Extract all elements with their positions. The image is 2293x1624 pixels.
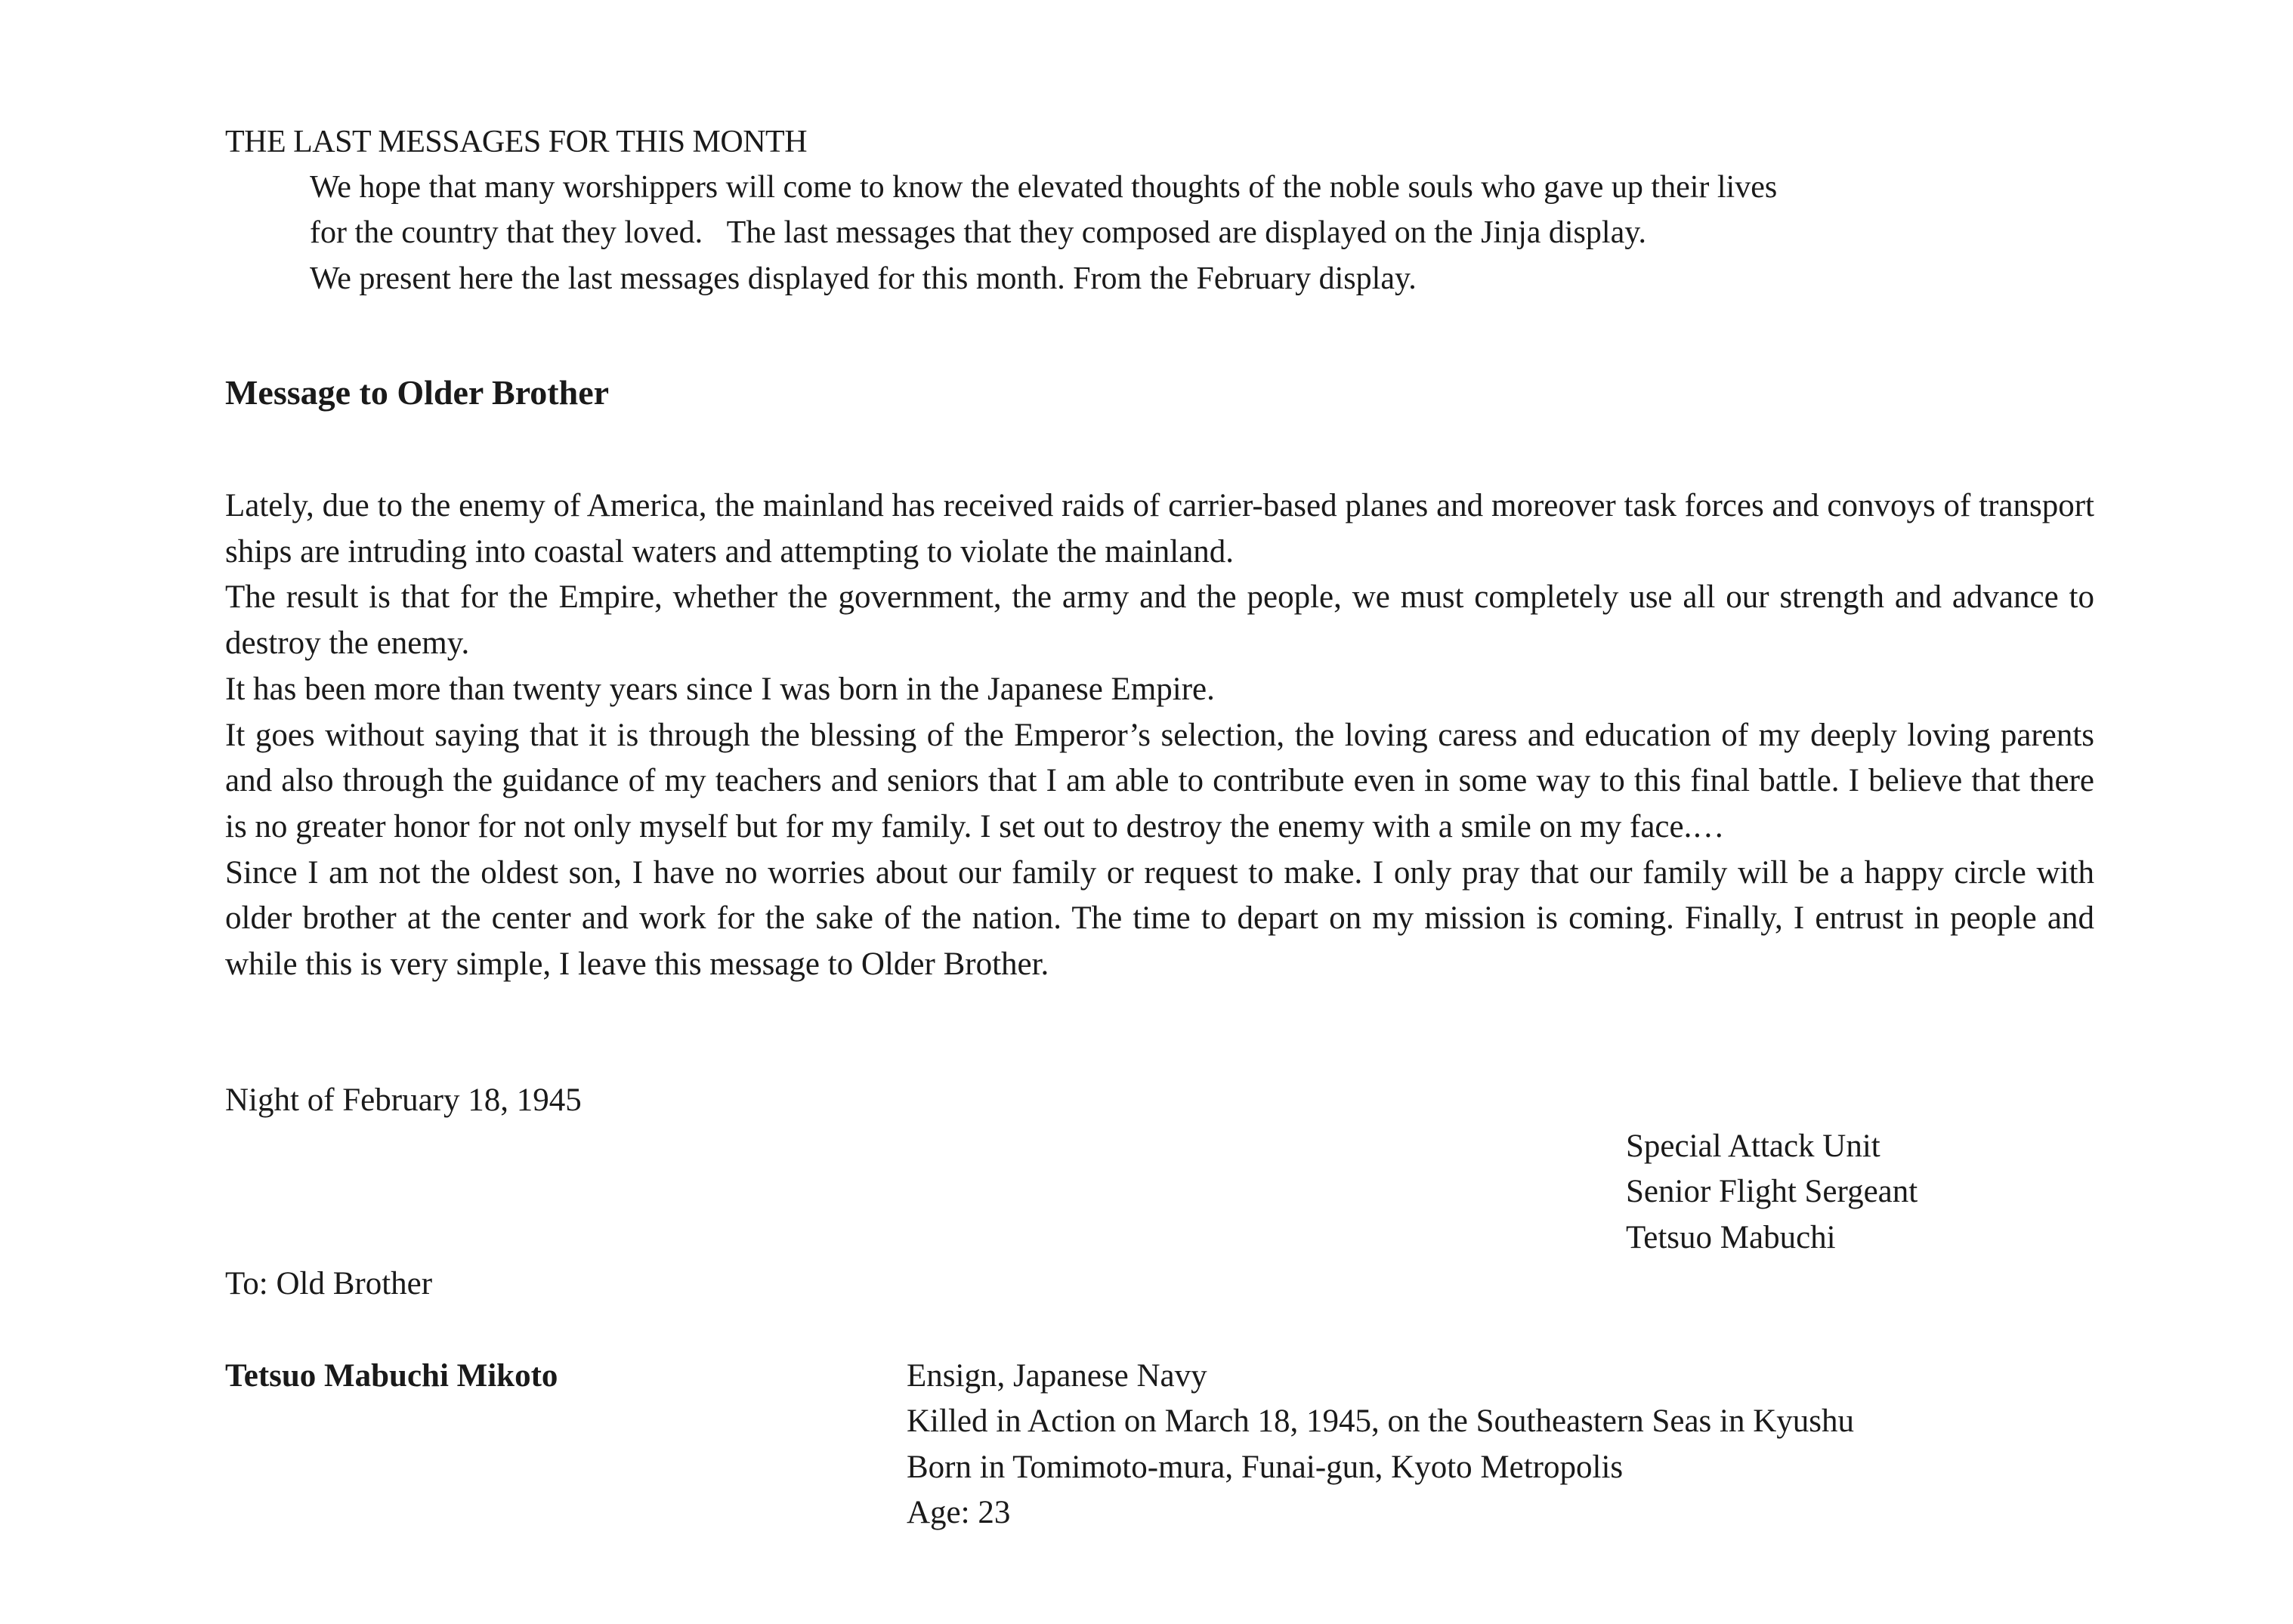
section-title: THE LAST MESSAGES FOR THIS MONTH <box>225 125 808 159</box>
profile-rank: Ensign, Japanese Navy <box>907 1358 1207 1394</box>
message-title: Message to Older Brother <box>225 373 610 412</box>
addressee: To: Old Brother <box>225 1266 433 1301</box>
signature-unit: Special Attack Unit <box>1626 1128 1880 1164</box>
message-date: Night of February 18, 1945 <box>225 1082 582 1118</box>
profile-birthplace: Born in Tomimoto-mura, Funai-gun, Kyoto Metropolis <box>907 1450 1624 1485</box>
message-body <box>225 483 2094 988</box>
intro-line: We present here the last messages displayed for this month. From the February display. <box>310 261 1417 296</box>
message-paragraph: Since I am not the oldest son, I have no worries about our family or request to make. I only pray that our family will be a happy circle with older brother at the center and work for the sake of the nation. The time to depart on my mission is coming. Finally, I entrust in people and while this is very simple, I leave this message to Older Brother. <box>225 854 2094 983</box>
signature-name: Tetsuo Mabuchi <box>1626 1220 1836 1255</box>
message-paragraph: It has been more than twenty years since I was born in the Japanese Empire. <box>225 671 1215 707</box>
profile-death: Killed in Action on March 18, 1945, on the Southeastern Seas in Kyushu <box>907 1403 1855 1439</box>
profile-name: Tetsuo Mabuchi Mikoto <box>225 1358 558 1394</box>
message-paragraph: Lately, due to the enemy of America, the mainland has received raids of carrier-based planes and moreover task forces and convoys of transport ships are intruding into coastal waters and attempting to violate the mainland. <box>225 488 2094 570</box>
message-paragraph: The result is that for the Empire, whether the government, the army and the people, we must completely use all our strength and advance to destroy the enemy. <box>225 579 2094 662</box>
intro-line: We hope that many worshippers will come to know the elevated thoughts of the noble souls who gave up their lives <box>310 170 1778 205</box>
profile-age: Age: 23 <box>907 1495 1011 1530</box>
signature-rank: Senior Flight Sergeant <box>1626 1174 1918 1209</box>
intro-line: for the country that they loved. The last messages that they composed are displayed on the Jinja display. <box>310 215 1646 250</box>
message-paragraph: It goes without saying that it is through the blessing of the Emperor’s selection, the loving caress and education of my deeply loving parents and also through the guidance of my teachers and seniors that I am able to contribute even in some way to this final battle. I believe that there is no greater honor for not only myself but for my family. I set out to destroy the enemy with a smile on my face.… <box>225 717 2094 844</box>
